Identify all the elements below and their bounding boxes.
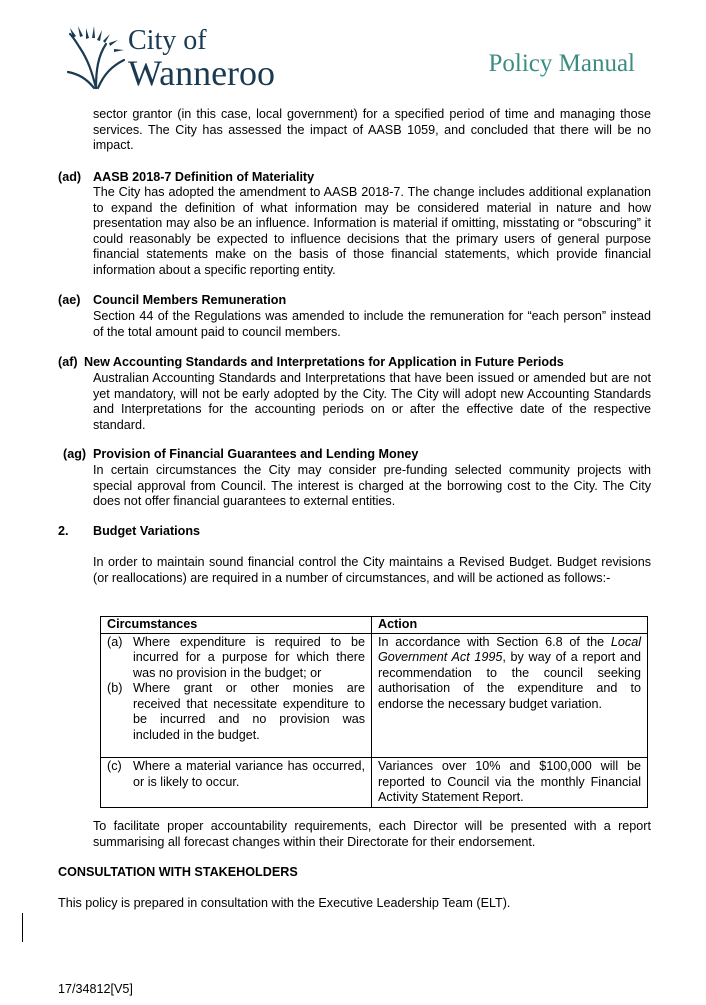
item-text: Where grant or other monies are received that necessitate expenditure to be incurred and no provision was included in the budget.	[133, 681, 365, 742]
action-text-pre: In accordance with Section 6.8 of the	[378, 634, 611, 649]
section-ae-body: Section 44 of the Regulations was amended to include the remuneration for “each person” instead of the total amount paid to council members.	[93, 309, 651, 339]
table-header-row	[101, 617, 648, 634]
kangaroo-paw-icon	[66, 24, 128, 90]
table-row	[101, 758, 648, 808]
budget-intro: In order to maintain sound financial control the City maintains a Revised Budget. Budget revisions (or reallocations) are required in a number of circumstances, and will be actioned as follows:-	[93, 555, 651, 585]
item-text: Where a material variance has occurred, or is likely to occur.	[133, 759, 365, 789]
column-header-circumstances: Circumstances	[101, 617, 372, 634]
consultation-body: This policy is prepared in consultation with the Executive Leadership Team (ELT).	[58, 896, 511, 910]
section-af-heading: New Accounting Standards and Interpretations for Application in Future Periods	[84, 355, 564, 369]
section-af-body: Australian Accounting Standards and Interpretations that have been issued or amended but are not yet mandatory, will not be early adopted by the City. The City will adopt new Accounting Standards and Interpretations for the accounting periods on or after the effective date of the respective standard.	[93, 371, 651, 432]
budget-section-heading: Budget Variations	[93, 524, 201, 538]
item-text: Where expenditure is required to be incurred for a purpose for which there was no provision in the budget; or	[133, 634, 365, 680]
action-text-post: , by way of a report and recommendation to the council seeking authorisation of the expenditure and to endorse the necessary budget variation.	[378, 650, 641, 711]
city-logo	[66, 22, 296, 92]
circumstances-cell	[101, 758, 372, 808]
section-ad-label: (ad)	[58, 170, 82, 184]
change-bar	[22, 913, 23, 942]
section-ad-body: The City has adopted the amendment to AASB 2018-7. The change includes additional explanation to expand the definition of what information may be considered material in nature and how presentation may also be an influence. Information is material if omitting, misstating or “obscuring” it could reasonably be expected to influence decisions that the primary users of general purpose financial statements make on the basis of those financial statements, which provide financial information about a specific reporting entity.	[93, 185, 651, 277]
item-label: (b)	[107, 681, 123, 695]
section-ag-label: (ag)	[63, 447, 87, 461]
section-ag-heading: Provision of Financial Guarantees and Lending Money	[93, 447, 419, 461]
section-ae-label: (ae)	[58, 293, 81, 307]
action-cell: Variances over 10% and $100,000 will be reported to Council via the monthly Financial Activity Statement Report.	[372, 758, 648, 808]
section-af-label: (af)	[58, 355, 78, 369]
action-cell	[372, 633, 648, 758]
list-item	[107, 635, 365, 682]
list-item	[107, 759, 365, 790]
document-reference: 17/34812[V5]	[58, 982, 133, 996]
budget-variations-table	[100, 616, 648, 808]
intro-paragraph: sector grantor (in this case, local government) for a specified period of time and managing those services. The City has assessed the impact of AASB 1059, and concluded that there will be no impact.	[93, 107, 651, 152]
page-title: Policy Manual	[488, 50, 635, 77]
logo-city-of: City of	[128, 25, 207, 56]
circumstances-cell	[101, 633, 372, 758]
section-ae-heading: Council Members Remuneration	[93, 293, 287, 307]
act-reference: Local Government Act 1995	[378, 634, 641, 664]
list-item	[107, 681, 365, 743]
column-header-action: Action	[372, 617, 648, 634]
section-ag-body: In certain circumstances the City may consider pre-funding selected community projects with special approval from Council. The interest is charged at the borrowing cost to the City. The City does not offer financial guarantees to external entities.	[93, 463, 651, 508]
section-ad-heading: AASB 2018-7 Definition of Materiality	[93, 170, 315, 184]
item-label: (c)	[107, 759, 122, 773]
item-label: (a)	[107, 634, 123, 649]
budget-closing: To facilitate proper accountability requirements, each Director will be presented with a report summarising all forecast changes within their Directorate for their endorsement.	[93, 819, 651, 849]
table-row	[101, 633, 648, 758]
logo-wanneroo: Wanneroo	[128, 53, 276, 93]
consultation-heading: CONSULTATION WITH STAKEHOLDERS	[58, 865, 298, 879]
budget-section-number: 2.	[58, 524, 69, 538]
